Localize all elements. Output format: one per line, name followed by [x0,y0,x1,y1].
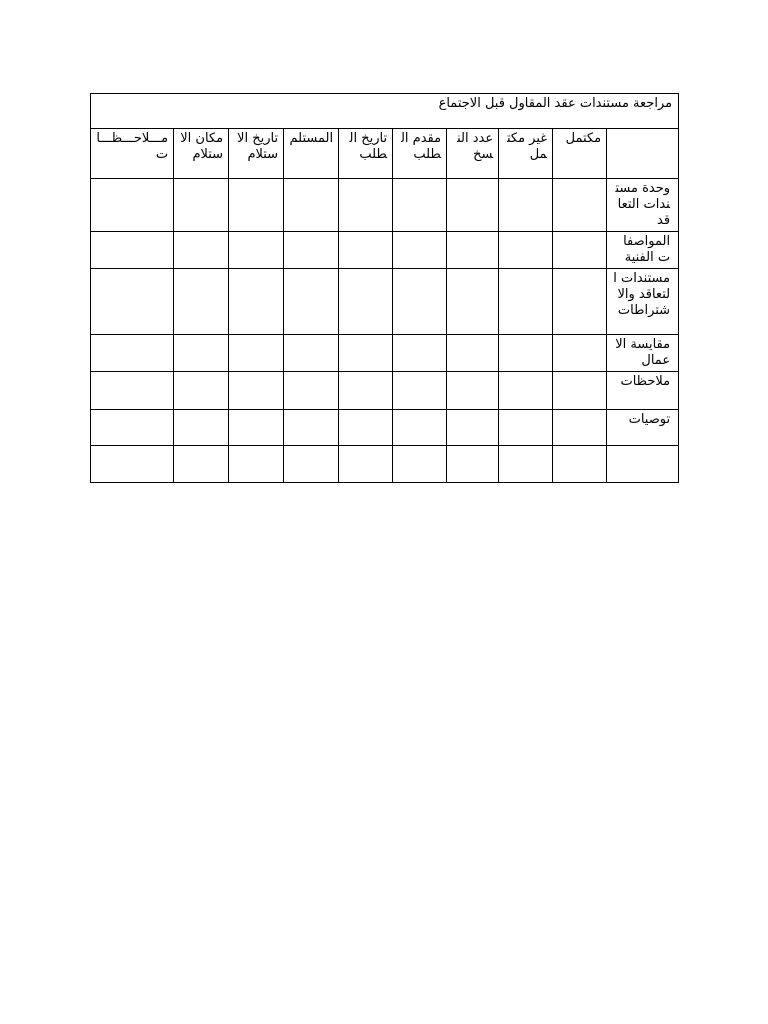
table-cell [229,446,284,483]
table-cell [284,335,339,372]
table-cell [553,269,607,335]
table-cell [91,446,174,483]
table-cell [174,335,229,372]
table-cell [553,446,607,483]
table-row [91,410,679,446]
table-cell [339,335,393,372]
table-cell [553,179,607,232]
table-title: مراجعة مستندات عقد المقاول قبل الاجتماع [91,94,679,129]
table-cell [284,372,339,410]
table-row [91,179,679,232]
table-cell [174,179,229,232]
table-cell [393,410,447,446]
table-cell [447,446,499,483]
table-cell [393,372,447,410]
table-cell [339,269,393,335]
table-cell [499,232,553,269]
table-cell [499,372,553,410]
table-cell [91,232,174,269]
table-cell [553,232,607,269]
table-cell [499,335,553,372]
header-recipient: المستلم [284,129,339,179]
table-cell [284,446,339,483]
table-cell [91,269,174,335]
header-complete: مكتمل [553,129,607,179]
header-incomplete: غير مكتمل [499,129,553,179]
table-cell [174,269,229,335]
row-label: مستندات التعاقد والاشتراطات [607,269,679,335]
title-row [91,94,679,129]
header-request-date: تاريخ الطلب [339,129,393,179]
table-cell [174,372,229,410]
table-cell [229,335,284,372]
table-row [91,269,679,335]
table-cell [229,232,284,269]
table-cell [447,410,499,446]
table-cell [499,410,553,446]
table-cell [339,446,393,483]
row-label: المواصفات الفنية [607,232,679,269]
table-cell [339,232,393,269]
table-cell [499,269,553,335]
table-cell [174,410,229,446]
header-copies-count: عدد النسخ [447,129,499,179]
header-cell-empty [607,129,679,179]
table-cell [553,335,607,372]
header-applicant: مقدم الطلب [393,129,447,179]
table-cell [447,372,499,410]
table-cell [284,410,339,446]
table-cell [229,372,284,410]
table-cell [284,269,339,335]
table-cell [229,269,284,335]
table-cell [174,232,229,269]
table-cell [393,179,447,232]
table-cell [91,335,174,372]
table-cell [447,269,499,335]
table-cell [284,232,339,269]
row-label [607,446,679,483]
table-cell [393,335,447,372]
table-cell [91,410,174,446]
row-label: مقايسة الاعمال [607,335,679,372]
table-row [91,372,679,410]
table-cell [339,410,393,446]
table-cell [91,372,174,410]
table-cell [393,446,447,483]
table-row [91,232,679,269]
table-cell [499,179,553,232]
table-cell [393,232,447,269]
table-cell [284,179,339,232]
table-cell [499,446,553,483]
table-cell [553,372,607,410]
row-label: توصيات [607,410,679,446]
table-cell [393,269,447,335]
table-cell [229,179,284,232]
table-cell [229,410,284,446]
table-cell [447,232,499,269]
table-cell [447,335,499,372]
table-cell [553,410,607,446]
table-cell [174,446,229,483]
table-cell [447,179,499,232]
table-row [91,446,679,483]
document-review-table [90,93,679,483]
table-cell [91,179,174,232]
table-cell [339,372,393,410]
row-label: وحدة مستندات التعاقد [607,179,679,232]
table-cell [339,179,393,232]
row-label: ملاحظات [607,372,679,410]
table-row [91,335,679,372]
header-row [91,129,679,179]
header-receipt-place: مكان الاستلام [174,129,229,179]
header-receipt-date: تاريخ الاستلام [229,129,284,179]
header-notes: مـــلاحـــظـــات [91,129,174,179]
